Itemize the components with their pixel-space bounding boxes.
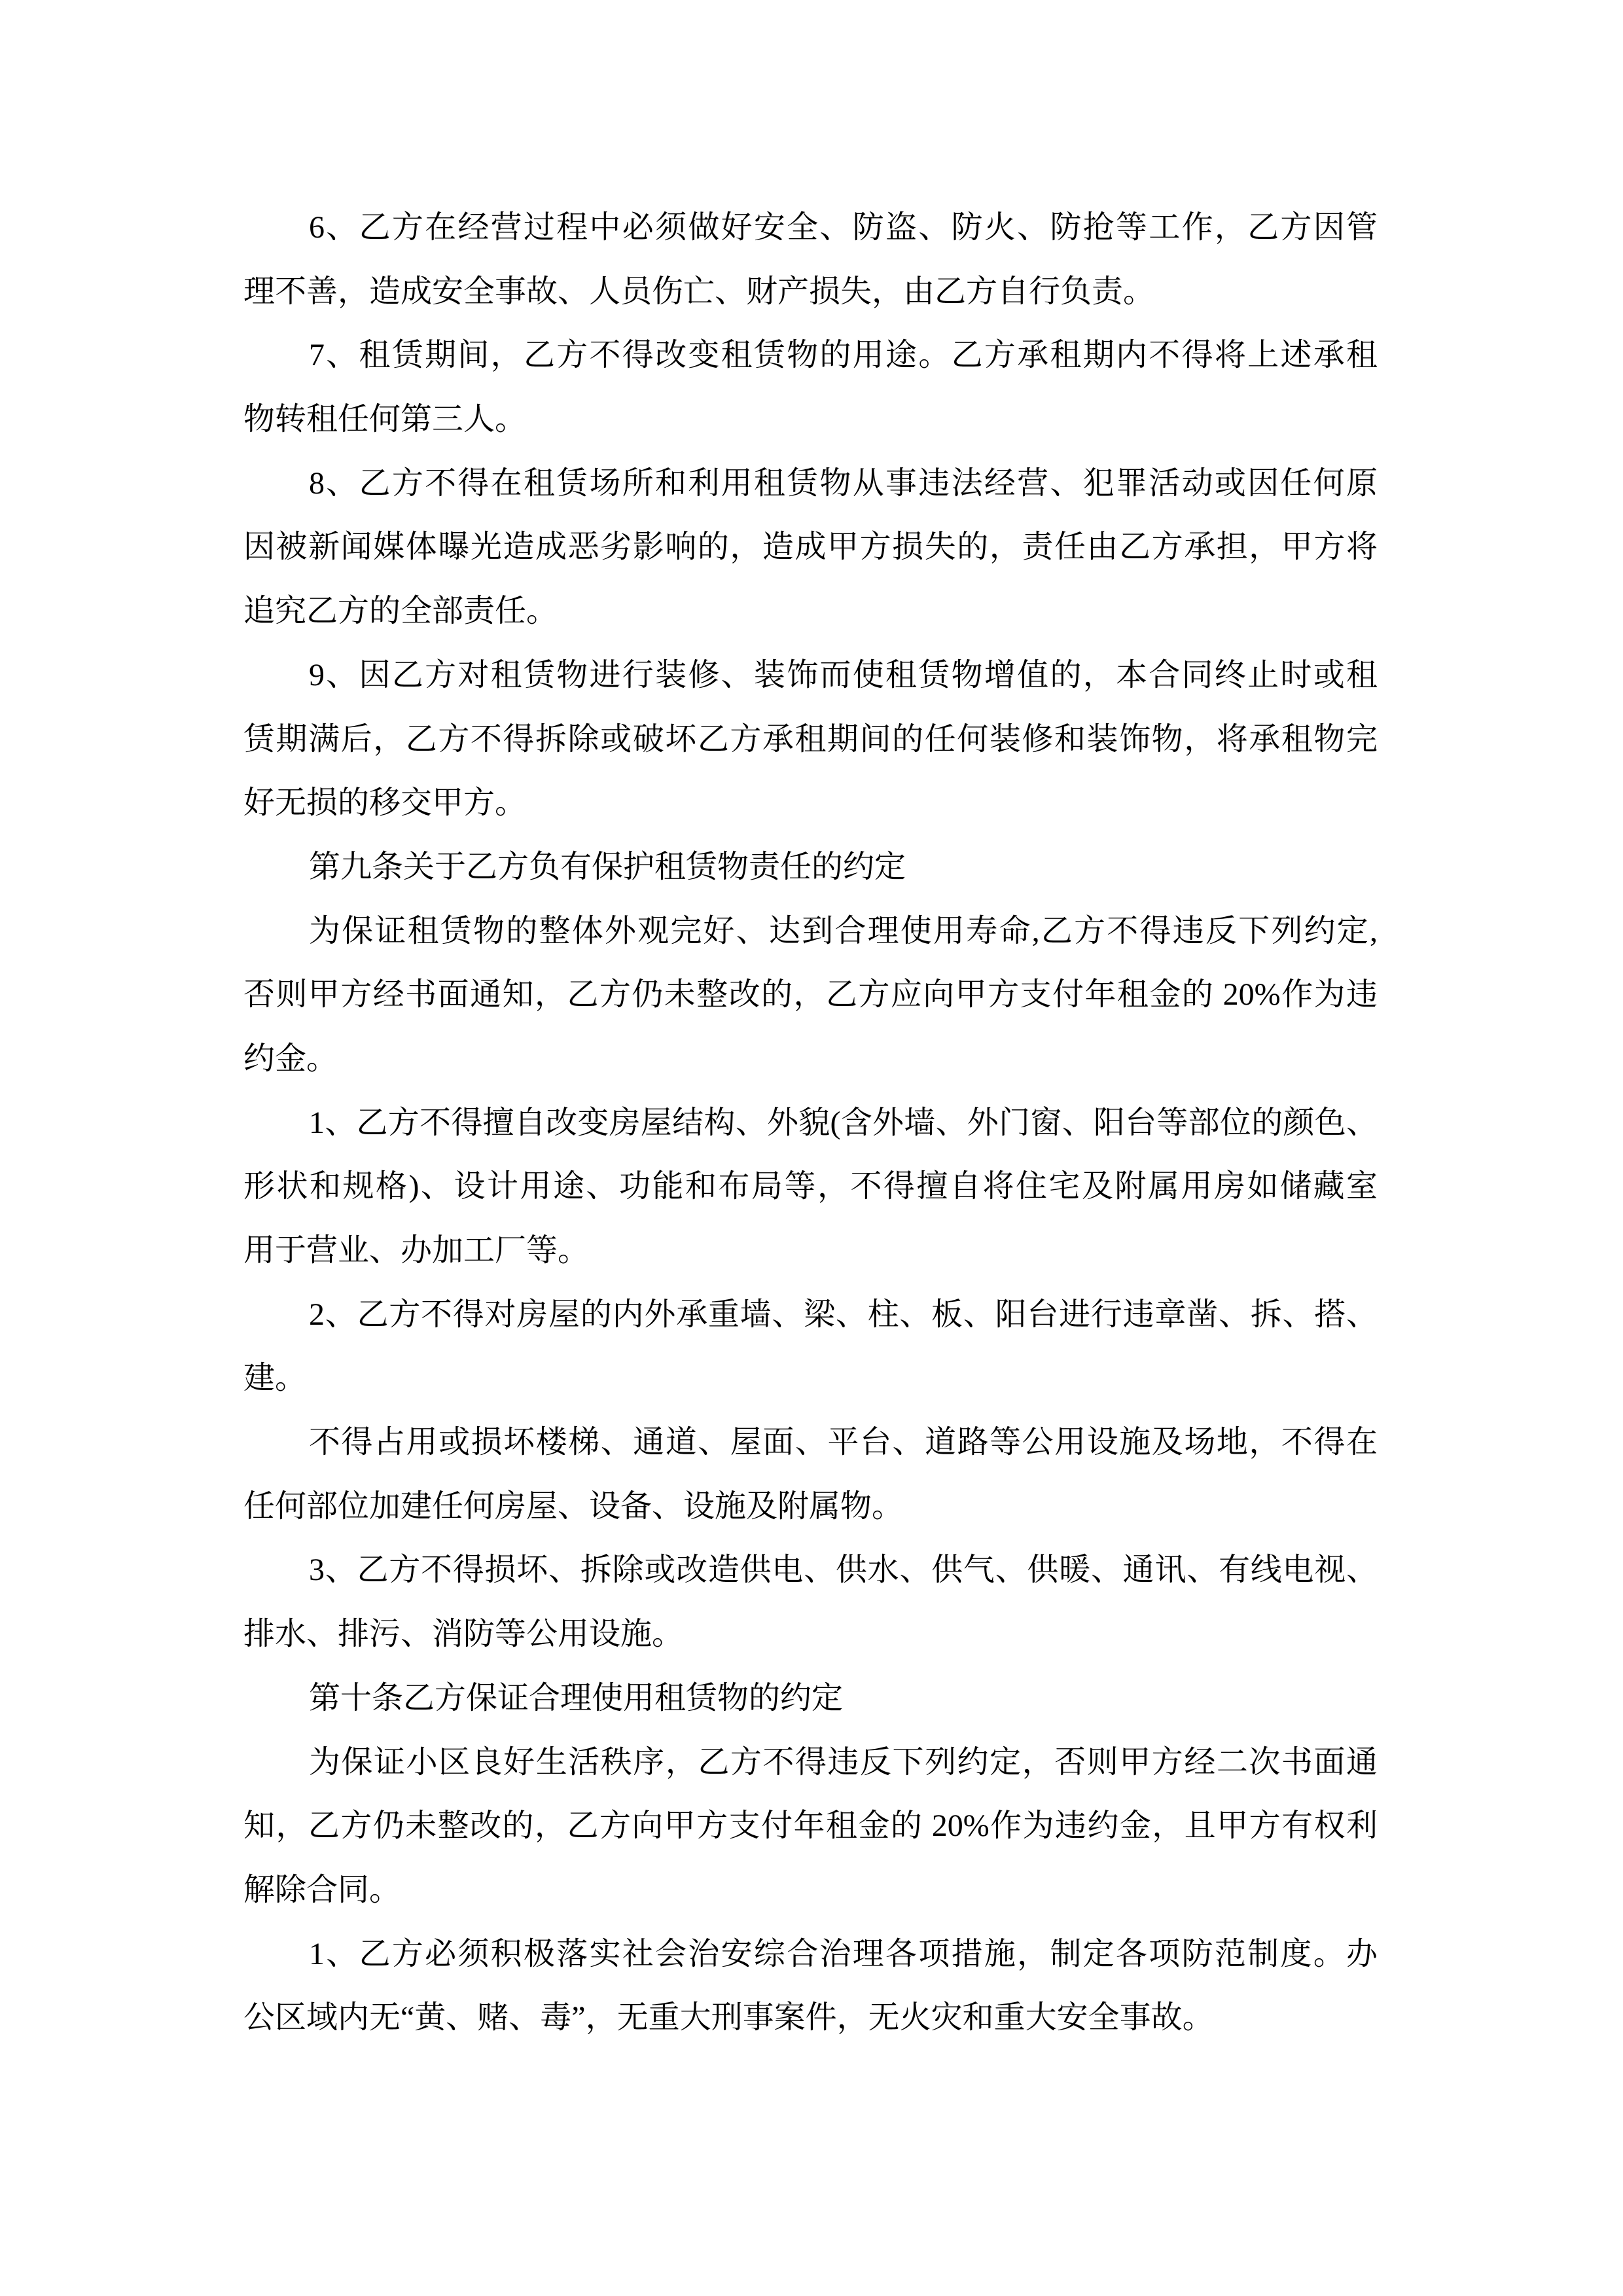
text-line: 公区域内无“黄、赌、毒”，无重大刑事案件，无火灾和重大安全事故。 [243, 2000, 1214, 2036]
text-line: 第九条关于乙方负有保护租赁物责任的约定 [309, 849, 906, 884]
text-line: 排水、排污、消防等公用设施。 [243, 1617, 684, 1652]
text-line: 赁期满后，乙方不得拆除或破坏乙方承租期间的任何装修和装饰物，将承租物完 [243, 721, 1378, 757]
text-line: 1、乙方必须积极落实社会治安综合治理各项措施，制定各项防范制度。办 [309, 1936, 1378, 1971]
text-line: 任何部位加建任何房屋、设备、设施及附属物。 [243, 1488, 904, 1524]
text-line: 否则甲方经书面通知，乙方仍未整改的，乙方应向甲方支付年租金的 20%作为违 [243, 977, 1378, 1013]
text-line: 形状和规格)、设计用途、功能和布局等，不得擅自将住宅及附属用房如储藏室 [243, 1169, 1378, 1204]
text-line: 约金。 [243, 1041, 338, 1076]
text-line: 2、乙方不得对房屋的内外承重墙、梁、柱、板、阳台进行违章凿、拆、搭、 [309, 1297, 1378, 1332]
text-line: 9、因乙方对租赁物进行装修、装饰而使租赁物增值的，本合同终止时或租 [309, 657, 1378, 692]
text-line: 追究乙方的全部责任。 [243, 594, 558, 629]
text-line: 为保证租赁物的整体外观完好、达到合理使用寿命,乙方不得违反下列约定, [309, 913, 1378, 948]
text-line: 为保证小区良好生活秩序，乙方不得违反下列约定，否则甲方经二次书面通 [309, 1744, 1378, 1780]
contract-text-block [243, 196, 1378, 2050]
text-line: 1、乙方不得擅自改变房屋结构、外貌(含外墙、外门窗、阳台等部位的颜色、 [309, 1105, 1378, 1140]
text-line: 3、乙方不得损坏、拆除或改造供电、供水、供气、供暖、通讯、有线电视、 [309, 1552, 1378, 1588]
text-line: 第十条乙方保证合理使用租赁物的约定 [309, 1680, 844, 1715]
text-line: 因被新闻媒体曝光造成恶劣影响的，造成甲方损失的，责任由乙方承担，甲方将 [243, 529, 1378, 565]
text-line: 理不善，造成安全事故、人员伤亡、财产损失，由乙方自行负责。 [243, 274, 1155, 309]
text-line: 用于营业、办加工厂等。 [243, 1233, 590, 1268]
text-line: 8、乙方不得在租赁场所和利用租赁物从事违法经营、犯罪活动或因任何原 [309, 465, 1378, 501]
text-line: 7、租赁期间，乙方不得改变租赁物的用途。乙方承租期内不得将上述承租 [309, 338, 1378, 373]
text-line: 建。 [243, 1361, 307, 1396]
text-line: 解除合同。 [243, 1872, 401, 1907]
text-line: 不得占用或损坏楼梯、通道、屋面、平台、道路等公用设施及场地，不得在 [309, 1425, 1378, 1460]
text-line: 知，乙方仍未整改的，乙方向甲方支付年租金的 20%作为违约金，且甲方有权利 [243, 1808, 1378, 1844]
text-line: 好无损的移交甲方。 [243, 785, 527, 821]
text-line: 6、乙方在经营过程中必须做好安全、防盗、防火、防抢等工作，乙方因管 [309, 210, 1378, 245]
text-line: 物转租任何第三人。 [243, 402, 527, 437]
